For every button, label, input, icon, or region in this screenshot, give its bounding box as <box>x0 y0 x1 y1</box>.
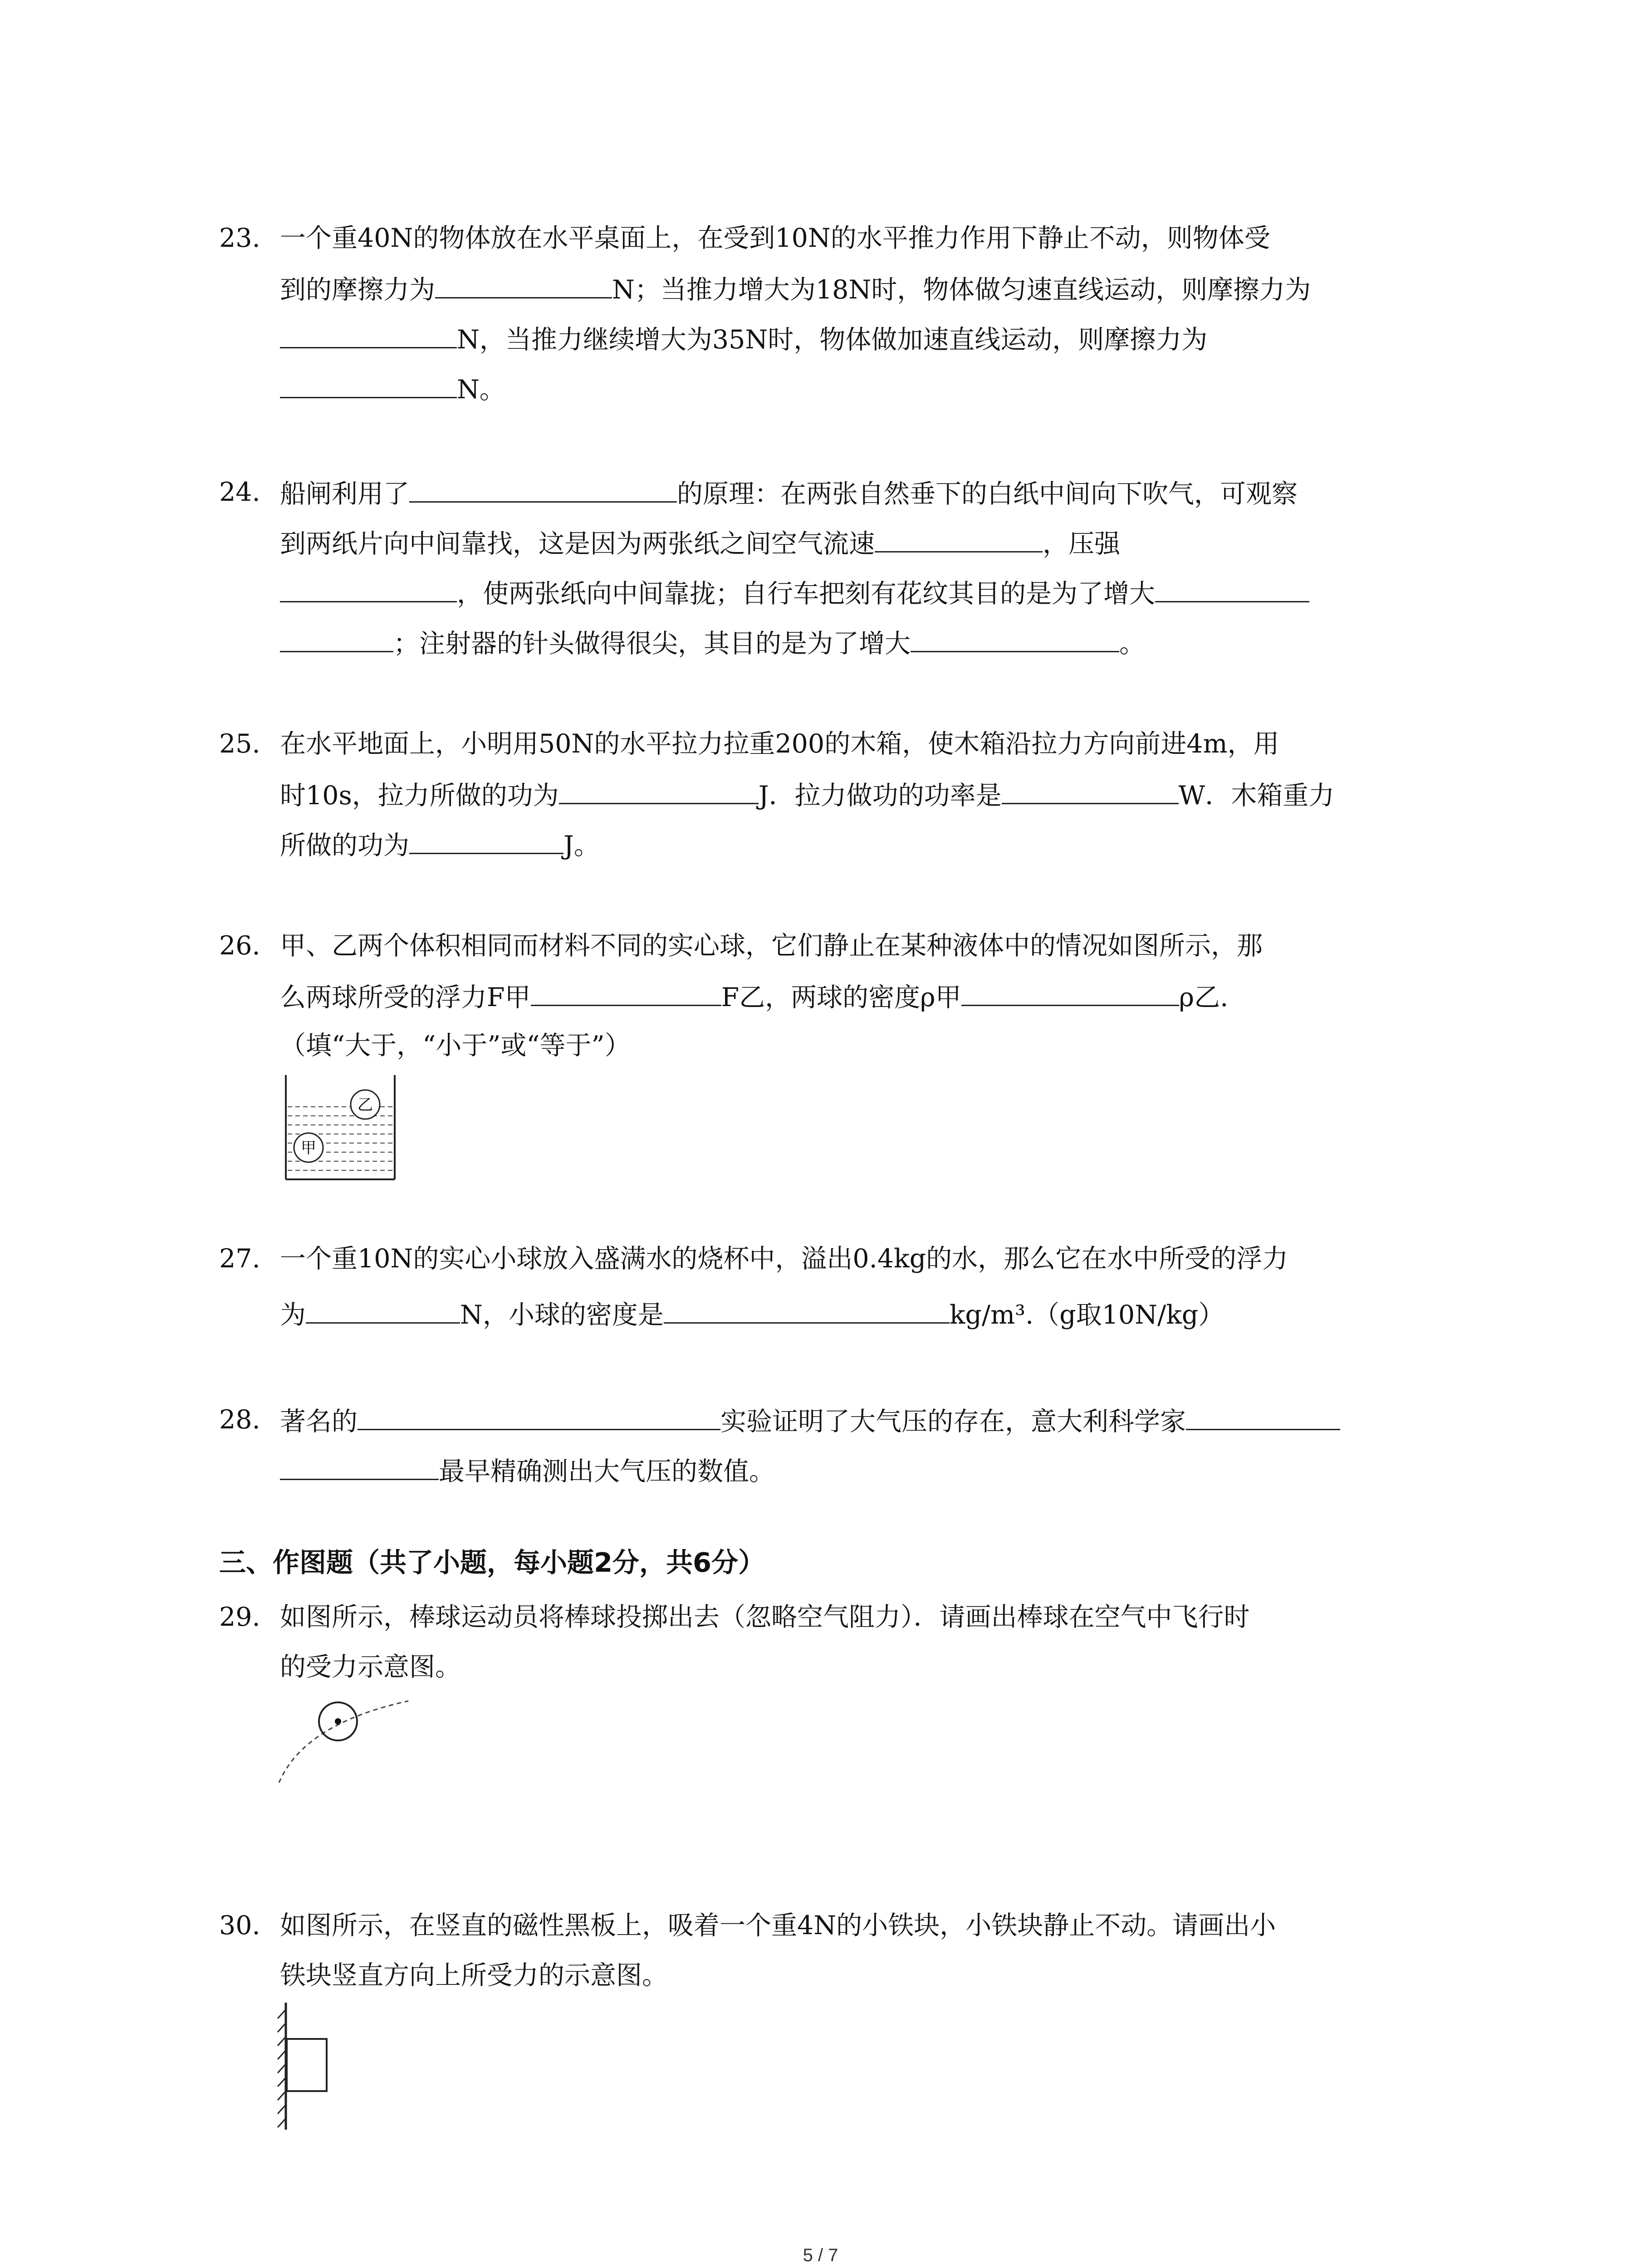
question-text: N；当推力增大为18N时，物体做匀速直线运动，则摩擦力为 <box>612 275 1311 305</box>
question-text: 甲、乙两个体积相同而材料不同的实心球，它们静止在某种液体中的情况如图所示，那 <box>280 931 1263 961</box>
question-text: 如图所示，棒球运动员将棒球投掷出去（忽略空气阻力）．请画出棒球在空气中飞行时 <box>280 1602 1250 1632</box>
question-text: F乙，两球的密度ρ甲 <box>721 982 961 1012</box>
answer-blank[interactable] <box>1186 1402 1340 1430</box>
answer-blank[interactable] <box>911 624 1119 652</box>
question-text: 实验证明了大气压的存在，意大利科学家 <box>720 1407 1186 1437</box>
answer-blank[interactable] <box>664 1295 950 1324</box>
question-text: N。 <box>457 375 505 405</box>
blackboard-figure <box>268 2000 358 2132</box>
baseball-figure <box>272 1687 422 1787</box>
question-text: W．木箱重力 <box>1178 781 1335 811</box>
question-text: 所做的功为 <box>280 831 409 860</box>
answer-blank[interactable] <box>559 776 759 804</box>
question-text: 一个重10N的实心小球放入盛满水的烧杯中，溢出0.4kg的水，那么它在水中所受的浮力 <box>280 1244 1288 1274</box>
answer-blank[interactable] <box>1155 574 1309 602</box>
question-number: 26. <box>219 931 260 961</box>
question-number: 27. <box>219 1244 260 1274</box>
question-text: 到两纸片向中间靠找，这是因为两张纸之间空气流速 <box>280 529 875 559</box>
wall-hatching <box>278 2009 286 2127</box>
question-text: 铁块竖直方向上所受力的示意图。 <box>280 1960 668 1990</box>
question-text: ；注射器的针头做得很尖，其目的是为了增大 <box>393 629 911 659</box>
section-heading: 三、作图题（共了小题，每小题2分，共6分） <box>219 1547 765 1578</box>
answer-blank[interactable] <box>875 524 1043 552</box>
question-text: 为 <box>280 1300 306 1330</box>
answer-blank[interactable] <box>435 270 612 298</box>
answer-blank[interactable] <box>306 1295 460 1324</box>
answer-blank[interactable] <box>961 978 1179 1006</box>
answer-blank[interactable] <box>531 978 721 1006</box>
question-text: 著名的 <box>280 1407 358 1437</box>
answer-blank[interactable] <box>280 370 457 398</box>
question-text: 么两球所受的浮力F甲 <box>280 982 531 1012</box>
question-text: J．拉力做功的功率是 <box>758 781 1002 811</box>
question-text: ρ乙. <box>1179 982 1229 1012</box>
question-text: 的原理：在两张自然垂下的白纸中间向下吹气，可观察 <box>677 479 1298 509</box>
question-number: 24. <box>219 477 260 507</box>
question-text: 如图所示，在竖直的磁性黑板上，吸着一个重4N的小铁块，小铁块静止不动。请画出小 <box>280 1911 1276 1941</box>
answer-blank[interactable] <box>1002 776 1179 804</box>
answer-blank[interactable] <box>358 1402 720 1430</box>
answer-blank[interactable] <box>280 624 393 652</box>
question-number: 29. <box>219 1602 260 1632</box>
question-text: 的受力示意图。 <box>280 1652 461 1682</box>
question-text: N，小球的密度是 <box>460 1300 664 1330</box>
beaker-figure <box>272 1070 408 1184</box>
question-number: 25. <box>219 729 260 759</box>
question-text: J。 <box>563 831 600 860</box>
baseball-center-dot <box>335 1718 341 1725</box>
question-text: 到的摩擦力为 <box>280 275 435 305</box>
question-text: N，当推力继续增大为35N时，物体做加速直线运动，则摩擦力为 <box>457 325 1208 355</box>
ball-jia-label: 甲 <box>301 1139 316 1157</box>
question-number: 30. <box>219 1911 260 1941</box>
answer-blank[interactable] <box>280 574 457 602</box>
question-text: ，使两张纸向中间靠拢；自行车把刻有花纹其目的是为了增大 <box>457 579 1155 609</box>
question-text: 在水平地面上，小明用50N的水平拉力拉重200的木箱，使木箱沿拉力方向前进4m，用 <box>280 729 1279 759</box>
question-text: kg/m³.（g取10N/kg） <box>949 1300 1225 1330</box>
page-number: 5 / 7 <box>803 2245 838 2265</box>
question-text: 时10s，拉力所做的功为 <box>280 781 559 811</box>
question-number: 28. <box>219 1405 260 1435</box>
ball-yi-label: 乙 <box>358 1096 373 1114</box>
answer-blank[interactable] <box>280 1452 439 1480</box>
answer-blank[interactable] <box>409 826 563 854</box>
question-text: （填“大于，“小于”或“等于”） <box>280 1031 631 1061</box>
question-text: 船闸利用了 <box>280 479 409 509</box>
iron-block <box>287 2039 327 2091</box>
question-number: 23. <box>219 223 260 253</box>
trajectory-path <box>279 1701 408 1783</box>
question-text: 最早精确测出大气压的数值。 <box>439 1457 775 1486</box>
question-text: 。 <box>1119 629 1145 659</box>
question-text: 一个重40N的物体放在水平桌面上，在受到10N的水平推力作用下静止不动，则物体受 <box>280 223 1270 253</box>
answer-blank[interactable] <box>280 320 457 348</box>
answer-blank[interactable] <box>409 474 677 503</box>
question-text: ，压强 <box>1043 529 1120 559</box>
